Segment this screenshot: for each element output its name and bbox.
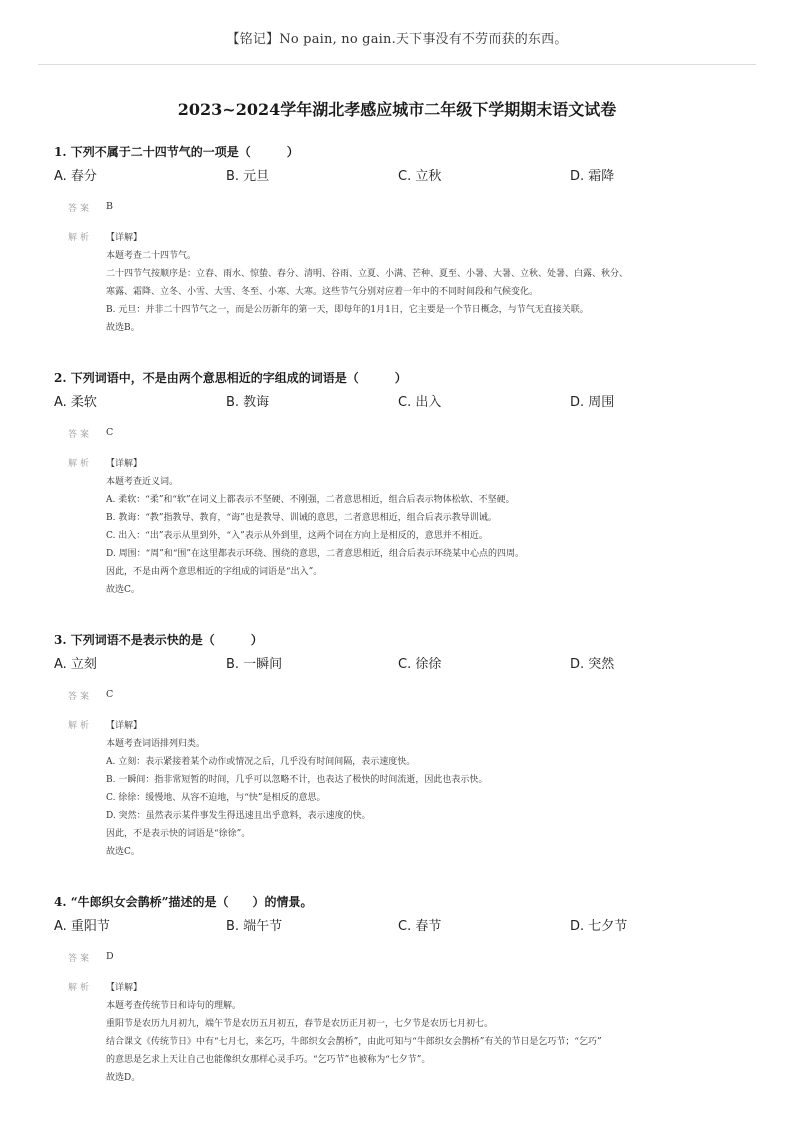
question-stem: 3. 下列词语不是表示快的是（ ） (54, 633, 263, 647)
explanation-line: 因此，不是由两个意思相近的字组成的词语是“出入”。 (106, 567, 323, 577)
explanation-label: 解析 (68, 721, 93, 731)
question-4 (54, 893, 754, 1087)
answer-label: 答案 (68, 692, 93, 702)
explanation-line: B. 教诲：“教”指教导、教育，“诲”也是教导、训诫的意思，二者意思相近，组合后表示教导训诫。 (106, 513, 497, 523)
question-2 (54, 369, 754, 599)
option-b[interactable]: B. 教诲 (226, 395, 270, 410)
explanation-line: 【详解】 (106, 983, 143, 993)
explanation-line: B. 元旦：并非二十四节气之一，而是公历新年的第一天，即每年的1月1日，它主要是一个节日概念，与节气无直接关联。 (106, 305, 589, 315)
option-d[interactable]: D. 霜降 (570, 169, 615, 184)
explanation-line: 本题考查传统节日和诗句的理解。 (106, 1001, 242, 1011)
explanation-line: 寒露、霜降、立冬、小雪、大雪、冬至、小寒、大寒。这些节气分别对应着一年中的不同时间段和气候变化。 (106, 287, 539, 297)
question-stem: 1. 下列不属于二十四节气的一项是（ ） (54, 145, 299, 159)
option-b[interactable]: B. 元旦 (226, 169, 270, 184)
explanation-line: 重阳节是农历九月初九，端午节是农历五月初五，春节是农历正月初一，七夕节是农历七月初七。 (106, 1019, 494, 1029)
option-list (54, 391, 754, 413)
explanation-line: 本题考查词语排列归类。 (106, 739, 206, 749)
explanation-line: D. 突然：虽然表示某件事发生得迅速且出乎意料，表示速度的快。 (106, 811, 371, 821)
explanation-line: 故选C。 (106, 847, 140, 857)
answer-label: 答案 (68, 430, 93, 440)
option-d[interactable]: D. 周围 (570, 395, 615, 410)
explanation-line: 故选B。 (106, 323, 140, 333)
explanation-label: 解析 (68, 233, 93, 243)
option-list (54, 165, 754, 187)
answer-label: 答案 (68, 954, 93, 964)
question-1 (54, 143, 754, 337)
question-stem: 2. 下列词语中，不是由两个意思相近的字组成的词语是（ ） (54, 371, 407, 385)
explanation-line: B. 一瞬间：指非常短暂的时间，几乎可以忽略不计，也表达了极快的时间流逝，因此也表示快。 (106, 775, 488, 785)
page-header-motto: 【铭记】No pain, no gain.天下事没有不劳而获的东西。 (226, 32, 568, 47)
answer-label: 答案 (68, 204, 93, 214)
option-a[interactable]: A. 春分 (54, 169, 97, 184)
option-c[interactable]: C. 出入 (398, 395, 442, 410)
option-list (54, 915, 754, 937)
answer-row (54, 951, 754, 967)
explanation-block (54, 979, 754, 1087)
option-c[interactable]: C. 春节 (398, 919, 442, 934)
explanation-line: 【详解】 (106, 233, 143, 243)
explanation-line: D. 周围：“周”和“围”在这里都表示环绕、围绕的意思，二者意思相近，组合后表示环绕某中心点的四周。 (106, 549, 525, 559)
explanation-line: 故选C。 (106, 585, 140, 595)
option-a[interactable]: A. 立刻 (54, 657, 97, 672)
explanation-line: 结合课文《传统节日》中有“七月七，来乞巧，牛郎织女会鹊桥”，由此可知与“牛郎织女会鹊桥”有关的节日是乞巧节；“乞巧” (106, 1037, 602, 1047)
answer-value: C (106, 427, 114, 438)
answer-row (54, 689, 754, 705)
answer-value: C (106, 689, 114, 700)
option-d[interactable]: D. 突然 (570, 657, 615, 672)
option-d[interactable]: D. 七夕节 (570, 919, 628, 934)
explanation-line: 的意思是乞求上天让自己也能像织女那样心灵手巧。“乞巧节”也被称为“七夕节”。 (106, 1055, 431, 1065)
header-divider (38, 64, 756, 65)
explanation-line: A. 柔软：“柔”和“软”在词义上都表示不坚硬、不刚强，二者意思相近，组合后表示物体松软、不坚硬。 (106, 495, 515, 505)
option-a[interactable]: A. 柔软 (54, 395, 97, 410)
explanation-line: 因此，不是表示快的词语是“徐徐”。 (106, 829, 251, 839)
option-b[interactable]: B. 一瞬间 (226, 657, 283, 672)
question-3 (54, 631, 754, 861)
option-list (54, 653, 754, 675)
answer-value: D (106, 951, 114, 962)
option-a[interactable]: A. 重阳节 (54, 919, 110, 934)
explanation-label: 解析 (68, 983, 93, 993)
explanation-label: 解析 (68, 459, 93, 469)
explanation-line: 【详解】 (106, 721, 143, 731)
explanation-line: 本题考查近义词。 (106, 477, 179, 487)
explanation-line: C. 出入：“出”表示从里到外，“入”表示从外到里，这两个词在方向上是相反的，意思并不相近。 (106, 531, 488, 541)
explanation-line: 故选D。 (106, 1073, 141, 1083)
explanation-line: C. 徐徐：缓慢地、从容不迫地，与“快”是相反的意思。 (106, 793, 326, 803)
option-c[interactable]: C. 徐徐 (398, 657, 442, 672)
answer-row (54, 427, 754, 443)
question-stem: 4. “牛郎织女会鹊桥”描述的是（ ）的情景。 (54, 895, 313, 909)
answer-row (54, 201, 754, 217)
option-b[interactable]: B. 端午节 (226, 919, 283, 934)
explanation-line: 【详解】 (106, 459, 143, 469)
explanation-block (54, 229, 754, 337)
exam-title: 2023~2024学年湖北孝感应城市二年级下学期期末语文试卷 (177, 100, 617, 119)
explanation-line: A. 立刻：表示紧接着某个动作或情况之后，几乎没有时间间隔，表示速度快。 (106, 757, 416, 767)
explanation-line: 本题考查二十四节气。 (106, 251, 197, 261)
explanation-line: 二十四节气按顺序是：立春、雨水、惊蛰、春分、清明、谷雨、立夏、小满、芒种、夏至、小暑、大暑、立秋、处暑、白露、秋分、 (106, 269, 629, 279)
option-c[interactable]: C. 立秋 (398, 169, 442, 184)
answer-value: B (106, 201, 113, 212)
explanation-block (54, 455, 754, 599)
explanation-block (54, 717, 754, 861)
